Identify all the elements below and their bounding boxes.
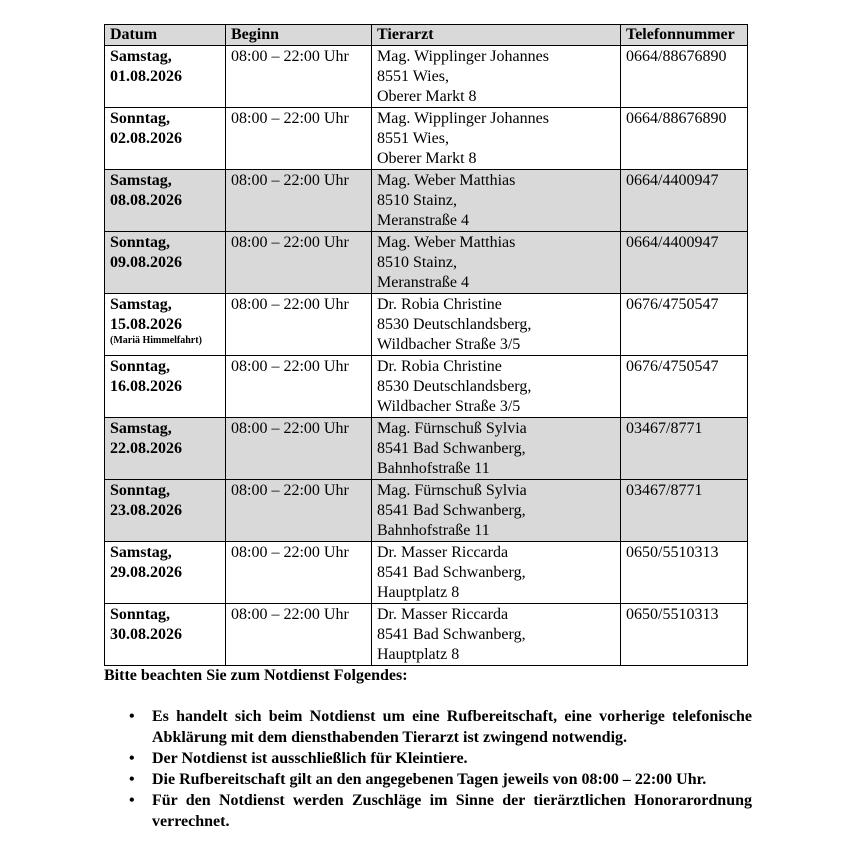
header-phone: Telefonnummer [621, 25, 748, 46]
time-cell: 08:00 – 22:00 Uhr [226, 294, 372, 356]
vet-name: Dr. Robia Christine [377, 296, 502, 313]
phone-cell: 03467/8771 [621, 480, 748, 542]
vet-address-line: Oberer Markt 8 [377, 88, 477, 105]
phone-cell: 0676/4750547 [621, 356, 748, 418]
note-text: Es handelt sich beim Notdienst um eine Rufbereitschaft, eine vorherige telefonische Abklärung mit dem diensthabenden Tierarzt ist zwingend notwendig. [152, 708, 752, 746]
vet-name: Mag. Weber Matthias [377, 234, 516, 251]
time-cell: 08:00 – 22:00 Uhr [226, 170, 372, 232]
date-cell [105, 604, 226, 666]
vet-name: Mag. Fürnschuß Sylvia [377, 420, 527, 437]
table-row [105, 232, 748, 294]
table-row [105, 604, 748, 666]
phone-cell: 0664/88676890 [621, 108, 748, 170]
table-header-row [105, 25, 748, 46]
time-cell: 08:00 – 22:00 Uhr [226, 480, 372, 542]
date-value: 16.08.2026 [110, 378, 182, 395]
phone-cell: 0676/4750547 [621, 294, 748, 356]
table-row [105, 480, 748, 542]
table-row [105, 356, 748, 418]
bullet-icon: • [129, 771, 135, 788]
weekday-label: Sonntag, [110, 234, 171, 251]
vet-cell [372, 46, 621, 108]
table-row [105, 294, 748, 356]
vet-name: Mag. Fürnschuß Sylvia [377, 482, 527, 499]
vet-cell [372, 480, 621, 542]
header-time: Beginn [226, 25, 372, 46]
vet-address-line: 8510 Stainz, [377, 254, 457, 271]
notes-title: Bitte beachten Sie zum Notdienst Folgendes: [104, 667, 408, 684]
date-value: 22.08.2026 [110, 440, 182, 457]
vet-address-line: 8541 Bad Schwanberg, [377, 626, 526, 643]
date-cell [105, 108, 226, 170]
vet-address-line: 8510 Stainz, [377, 192, 457, 209]
time-cell: 08:00 – 22:00 Uhr [226, 108, 372, 170]
header-vet: Tierarzt [372, 25, 621, 46]
vet-name: Mag. Wipplinger Johannes [377, 48, 549, 65]
weekday-label: Sonntag, [110, 110, 171, 127]
phone-cell: 0664/88676890 [621, 46, 748, 108]
vet-name: Dr. Masser Riccarda [377, 606, 509, 623]
vet-address-line: 8530 Deutschlandsberg, [377, 378, 532, 395]
weekday-label: Sonntag, [110, 358, 171, 375]
phone-cell: 03467/8771 [621, 418, 748, 480]
vet-address-line: 8530 Deutschlandsberg, [377, 316, 532, 333]
vet-cell [372, 418, 621, 480]
date-value: 02.08.2026 [110, 130, 182, 147]
date-value: 09.08.2026 [110, 254, 182, 271]
note-text: Der Notdienst ist ausschließlich für Kleintiere. [152, 750, 468, 767]
table-row [105, 542, 748, 604]
vet-address-line: Oberer Markt 8 [377, 150, 477, 167]
date-value: 08.08.2026 [110, 192, 182, 209]
date-cell [105, 542, 226, 604]
phone-cell: 0664/4400947 [621, 232, 748, 294]
date-cell [105, 46, 226, 108]
vet-address-line: Meranstraße 4 [377, 274, 469, 291]
date-cell [105, 418, 226, 480]
time-cell: 08:00 – 22:00 Uhr [226, 542, 372, 604]
phone-cell: 0664/4400947 [621, 170, 748, 232]
note-item [104, 748, 752, 769]
notes-list [104, 706, 752, 832]
phone-cell: 0650/5510313 [621, 604, 748, 666]
vet-cell [372, 294, 621, 356]
vet-name: Mag. Wipplinger Johannes [377, 110, 549, 127]
date-value: 15.08.2026 [110, 316, 182, 333]
header-date: Datum [105, 25, 226, 46]
date-value: 23.08.2026 [110, 502, 182, 519]
time-cell: 08:00 – 22:00 Uhr [226, 418, 372, 480]
weekday-label: Samstag, [110, 172, 172, 189]
table-body [105, 46, 748, 666]
vet-cell [372, 356, 621, 418]
vet-name: Mag. Weber Matthias [377, 172, 516, 189]
weekday-label: Samstag, [110, 48, 172, 65]
weekday-label: Sonntag, [110, 606, 171, 623]
vet-address-line: 8541 Bad Schwanberg, [377, 502, 526, 519]
table-row [105, 170, 748, 232]
weekday-label: Samstag, [110, 420, 172, 437]
vet-address-line: 8551 Wies, [377, 130, 449, 147]
vet-address-line: 8541 Bad Schwanberg, [377, 564, 526, 581]
table-row [105, 418, 748, 480]
date-value: 01.08.2026 [110, 68, 182, 85]
vet-address-line: Bahnhofstraße 11 [377, 460, 490, 477]
note-text: Die Rufbereitschaft gilt an den angegebenen Tagen jeweils von 08:00 – 22:00 Uhr. [152, 771, 707, 788]
date-value: 30.08.2026 [110, 626, 182, 643]
weekday-label: Samstag, [110, 544, 172, 561]
note-item [104, 790, 752, 832]
time-cell: 08:00 – 22:00 Uhr [226, 46, 372, 108]
vet-address-line: 8551 Wies, [377, 68, 449, 85]
vet-address-line: Wildbacher Straße 3/5 [377, 398, 521, 415]
date-value: 29.08.2026 [110, 564, 182, 581]
vet-name: Dr. Masser Riccarda [377, 544, 509, 561]
date-cell [105, 170, 226, 232]
vet-name: Dr. Robia Christine [377, 358, 502, 375]
date-cell [105, 232, 226, 294]
vet-cell [372, 108, 621, 170]
note-item [104, 769, 752, 790]
note-text: Für den Notdienst werden Zuschläge im Sinne der tierärztlichen Honorarordnung verrechnet. [152, 792, 752, 830]
phone-cell: 0650/5510313 [621, 542, 748, 604]
bullet-icon: • [129, 792, 135, 809]
vet-cell [372, 232, 621, 294]
time-cell: 08:00 – 22:00 Uhr [226, 232, 372, 294]
table-row [105, 46, 748, 108]
date-cell [105, 294, 226, 356]
vet-cell [372, 170, 621, 232]
bullet-icon: • [129, 708, 135, 725]
vet-address-line: Wildbacher Straße 3/5 [377, 336, 521, 353]
date-cell [105, 356, 226, 418]
time-cell: 08:00 – 22:00 Uhr [226, 604, 372, 666]
table-row [105, 108, 748, 170]
vet-emergency-schedule-table [104, 24, 748, 666]
date-cell [105, 480, 226, 542]
vet-address-line: Meranstraße 4 [377, 212, 469, 229]
time-cell: 08:00 – 22:00 Uhr [226, 356, 372, 418]
weekday-label: Sonntag, [110, 482, 171, 499]
vet-address-line: Bahnhofstraße 11 [377, 522, 490, 539]
note-item [104, 706, 752, 748]
weekday-label: Samstag, [110, 296, 172, 313]
vet-cell [372, 604, 621, 666]
vet-address-line: Hauptplatz 8 [377, 584, 460, 601]
holiday-note: (Mariä Himmelfahrt) [110, 335, 202, 346]
bullet-icon: • [129, 750, 135, 767]
vet-address-line: 8541 Bad Schwanberg, [377, 440, 526, 457]
vet-address-line: Hauptplatz 8 [377, 646, 460, 663]
vet-cell [372, 542, 621, 604]
